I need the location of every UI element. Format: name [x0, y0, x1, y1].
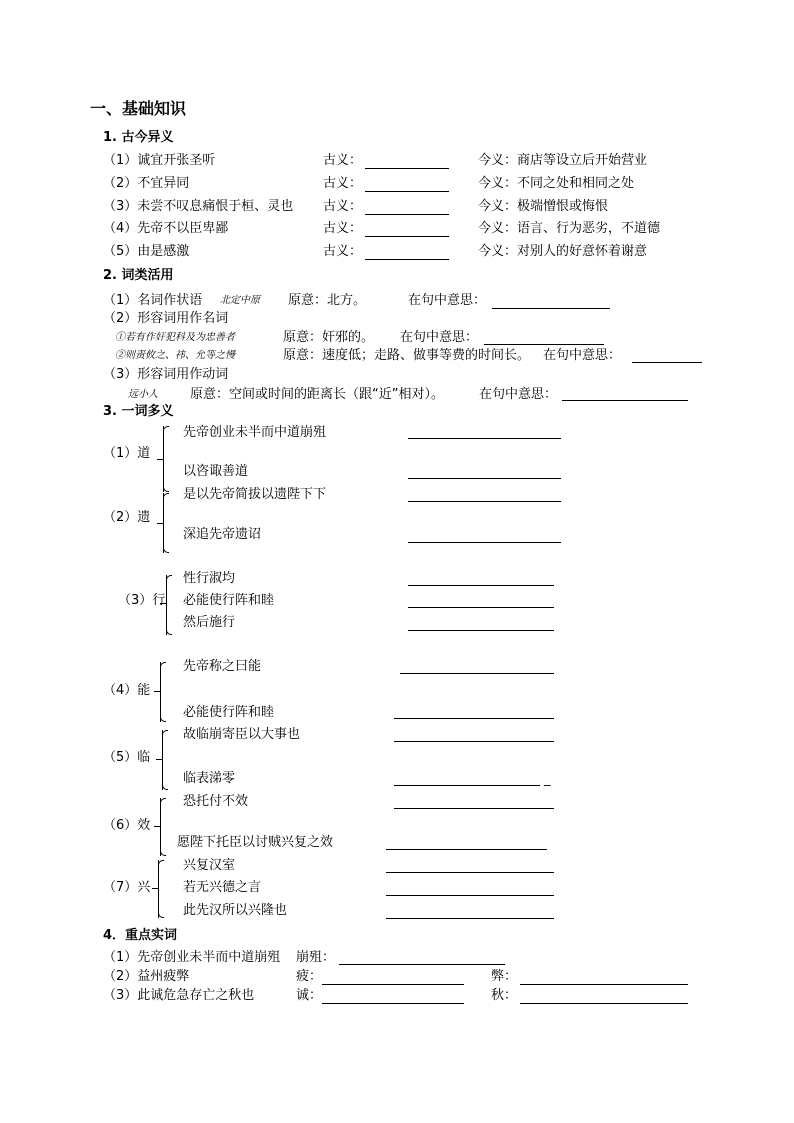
group-label: （5）临 — [103, 750, 151, 765]
brace-icon — [163, 493, 164, 553]
huoyong-label: （2）形容词用作名词 — [103, 311, 229, 326]
usage-sentence: 性行淑均 — [183, 571, 236, 586]
original-meaning: 原意：空间或时间的距离长（跟“近”相对）。 — [190, 387, 444, 402]
answer-blank[interactable] — [365, 214, 449, 215]
answer-blank[interactable] — [408, 630, 554, 631]
original-meaning: 原意：奸邪的。 — [283, 330, 375, 345]
group-label: （4）能 — [103, 683, 151, 698]
usage-sentence: 若无兴德之言 — [183, 880, 262, 895]
brace-icon — [160, 662, 161, 722]
row-text: （2）不宜异同 — [103, 176, 190, 191]
gu-label: 古义： — [323, 176, 363, 191]
answer-blank[interactable] — [386, 895, 554, 896]
answer-blank[interactable] — [365, 259, 449, 260]
original-meaning: 原意：速度低；走路、做事等费的时间长。 — [283, 348, 531, 363]
answer-blank[interactable] — [386, 849, 547, 850]
sentence-text: （3）此诚危急存亡之秋也 — [103, 988, 255, 1003]
huoyong-label: （1）名词作状语 — [103, 293, 203, 308]
usage-sentence: 兴复汉室 — [183, 858, 236, 873]
usage-sentence: 故临崩寄臣以大事也 — [183, 727, 301, 742]
section-2-heading: 2. 词类活用 — [103, 268, 174, 283]
section-4-heading: 4．重点实词 — [103, 928, 178, 943]
group-label: （2）遗 — [103, 510, 151, 525]
word-label: 秋： — [491, 988, 518, 1003]
example-phrase: 北定中原 — [220, 295, 260, 306]
example-phrase: 远小人 — [128, 389, 158, 400]
answer-blank[interactable] — [394, 785, 540, 786]
answer-blank[interactable] — [394, 808, 554, 809]
usage-sentence: 恐托付不效 — [183, 794, 249, 809]
answer-blank[interactable] — [339, 964, 505, 965]
answer-blank[interactable] — [394, 741, 554, 742]
gu-label: 古义： — [323, 153, 363, 168]
brace-icon — [166, 575, 167, 635]
row-text: （5）由是感激 — [103, 244, 190, 259]
answer-blank[interactable] — [408, 438, 561, 439]
brace-icon — [160, 798, 161, 856]
brace-icon — [158, 860, 159, 918]
answer-blank[interactable] — [365, 168, 449, 169]
answer-blank[interactable] — [322, 984, 464, 985]
group-label: （6）效 — [103, 818, 151, 833]
usage-sentence: 临表涕零 — [183, 771, 236, 786]
brace-icon — [163, 426, 164, 492]
answer-blank[interactable] — [492, 308, 610, 309]
answer-blank[interactable] — [365, 191, 449, 192]
usage-sentence: 以咨诹善道 — [183, 464, 249, 479]
gu-label: 古义： — [323, 199, 363, 214]
answer-blank[interactable] — [520, 984, 688, 985]
answer-blank[interactable] — [365, 236, 449, 237]
usage-sentence: 是以先帝简拔以遗陛下下 — [183, 487, 327, 502]
meaning-label: 在句中意思： — [543, 348, 622, 363]
meaning-label: 在句中意思： — [479, 387, 558, 402]
jin-meaning: 今义：对别人的好意怀着谢意 — [478, 244, 648, 259]
brace-icon — [162, 730, 163, 790]
row-text: （1）诚宜开张圣听 — [103, 153, 216, 168]
usage-sentence: 愿陛下托臣以讨贼兴复之效 — [177, 835, 334, 850]
huoyong-label: （3）形容词用作动词 — [103, 367, 229, 382]
meaning-label: 在句中意思： — [408, 293, 487, 308]
answer-blank[interactable] — [520, 1003, 688, 1004]
jin-meaning: 今义：语言、行为恶劣，不道德 — [478, 221, 661, 236]
sentence-text: （2）益州疲弊 — [103, 969, 190, 984]
answer-blank[interactable] — [484, 344, 604, 345]
usage-sentence: 先帝称之曰能 — [183, 659, 262, 674]
gu-label: 古义： — [323, 221, 363, 236]
answer-blank[interactable] — [400, 673, 554, 674]
answer-blank[interactable] — [408, 585, 554, 586]
answer-blank[interactable] — [394, 718, 554, 719]
answer-blank[interactable] — [386, 872, 554, 873]
usage-sentence: 先帝创业未半而中道崩殂 — [183, 425, 327, 440]
answer-blank[interactable] — [632, 362, 702, 363]
usage-sentence: 深追先帝遗诏 — [183, 527, 262, 542]
answer-blank[interactable] — [408, 478, 561, 479]
jin-meaning: 今义：极端憎恨或悔恨 — [478, 199, 609, 214]
section-1-heading: 1. 古今异义 — [103, 130, 174, 145]
group-label: （7）兴 — [103, 880, 151, 895]
word-label: 崩殂： — [296, 950, 336, 965]
jin-meaning: 今义：商店等设立后开始营业 — [478, 153, 648, 168]
usage-sentence: 必能使行阵和睦 — [183, 705, 275, 720]
example-phrase: ②则责攸之、祎、允等之慢 — [115, 350, 235, 361]
underscore-mark: _ — [544, 772, 551, 787]
word-label: 疲： — [296, 969, 323, 984]
word-label: 弊： — [491, 969, 518, 984]
answer-blank[interactable] — [408, 607, 554, 608]
answer-blank[interactable] — [386, 918, 554, 919]
section-3-heading: 3. 一词多义 — [103, 404, 174, 419]
answer-blank[interactable] — [322, 1003, 464, 1004]
group-label: （1）道 — [103, 446, 151, 461]
answer-blank[interactable] — [408, 501, 561, 502]
answer-blank[interactable] — [562, 400, 688, 401]
usage-sentence: 此先汉所以兴隆也 — [183, 903, 288, 918]
word-label: 诚： — [296, 988, 323, 1003]
gu-label: 古义： — [323, 244, 363, 259]
answer-blank[interactable] — [408, 542, 561, 543]
group-label: （3）行 — [118, 593, 166, 608]
example-phrase: ①若有作奸犯科及为忠善者 — [115, 332, 235, 343]
original-meaning: 原意：北方。 — [288, 293, 367, 308]
jin-meaning: 今义：不同之处和相同之处 — [478, 176, 635, 191]
sentence-text: （1）先帝创业未半而中道崩殂 — [103, 950, 281, 965]
meaning-label: 在句中意思： — [400, 330, 479, 345]
row-text: （4）先帝不以臣卑鄙 — [103, 221, 229, 236]
usage-sentence: 必能使行阵和睦 — [183, 593, 275, 608]
usage-sentence: 然后施行 — [183, 615, 236, 630]
page-title: 一、基础知识 — [90, 99, 187, 118]
row-text: （3）未尝不叹息痛恨于桓、灵也 — [103, 199, 294, 214]
